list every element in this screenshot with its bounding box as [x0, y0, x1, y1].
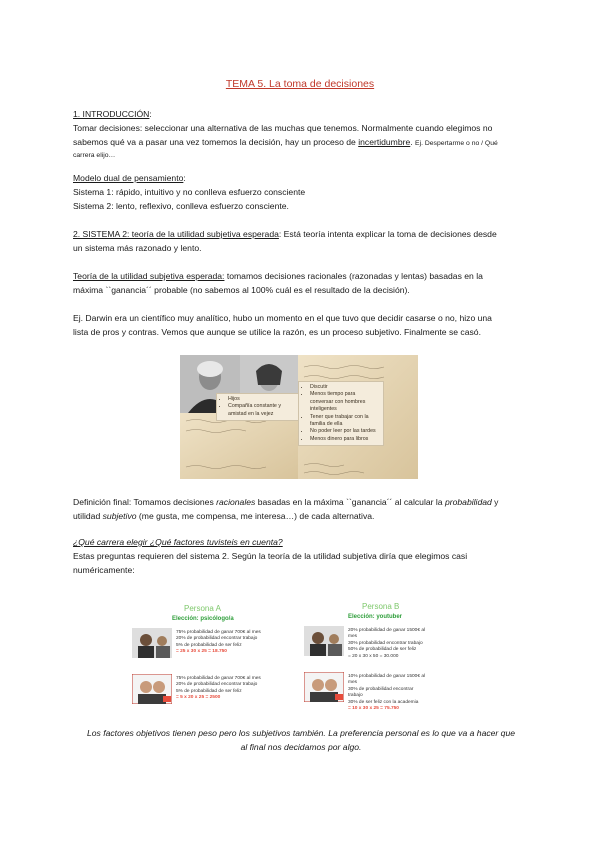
- cons-item: • Discutir: [310, 384, 380, 391]
- darwin-line-2: lista de pros y contras. Vemos que aunque se utilice la razón, es un proceso subjetivo. Finalmente se casó.: [73, 327, 481, 337]
- dual-sys2: Sistema 2: lento, reflexivo, conlleva esfuerzo consciente.: [73, 201, 289, 211]
- intro-heading-colon: :: [149, 109, 152, 119]
- calc-line: 20% de probabilidad encontrar trabajo: [176, 636, 258, 642]
- cons-list-box: [298, 381, 384, 446]
- intro-example: Ej. Despertarme o no / Qué: [415, 140, 498, 147]
- teoria-heading: Teoría de la utilidad subjetiva esperada:: [73, 271, 225, 281]
- pregunta-question: ¿Qué carrera elegir ¿Qué factores tuvisteis en cuenta?: [73, 537, 283, 547]
- persona-b-title: Persona B: [362, 602, 400, 611]
- teoria-line-2: máxima ``ganancia´´ probable (no sabemos al 100% cuál es el resultado de la decisión).: [73, 285, 410, 295]
- persona-a-photo-2: [132, 674, 172, 704]
- darwin-line-1: Ej. Darwin era un científico muy analítico, hubo un momento en el que tuvo que decidir casarse o no, hizo una: [73, 313, 492, 323]
- calc-line: 75% probabilidad de ganar 700€ al mes: [176, 676, 261, 681]
- calc-result: = 10 x 30 x 25 = 75.750: [348, 706, 399, 712]
- dual-heading-line: [73, 171, 186, 185]
- intro-line-2: [73, 135, 529, 151]
- definicion-line-2: [73, 509, 374, 523]
- cons-item: • No poder leer por las tardes: [310, 428, 380, 435]
- dual-heading-colon: :: [183, 173, 186, 183]
- sistema2-heading: 2. SISTEMA 2: teoría de la utilidad subjetiva esperada: [73, 229, 279, 239]
- calc-line: 20% de probabilidad encontrar trabajo: [176, 682, 258, 688]
- personas-figure: [128, 604, 428, 712]
- page-title: TEMA 5. La toma de decisiones: [225, 78, 375, 90]
- calc-result: = 25 x 30 x 25 = 18.750: [176, 649, 227, 655]
- teoria-line-1: [73, 269, 529, 283]
- intro-heading: 1. INTRODUCCIÓN: [73, 109, 150, 119]
- calc-result: = 5 x 20 x 25 = 2500: [176, 695, 221, 701]
- definicion-rest: (me gusta, me compensa, me interesa…) de cada alternativa.: [136, 511, 375, 521]
- persona-a-calc-1: [176, 630, 261, 656]
- calc-line: 30% de ser feliz con la academia: [348, 699, 419, 705]
- definicion-racionales: racionales: [216, 497, 256, 507]
- sistema2-line-1: [73, 227, 529, 241]
- definicion-a: Tomamos decisiones: [131, 497, 217, 507]
- calc-line: 75% probabilidad de ganar 700€ al mes: [176, 630, 261, 635]
- definicion-c: basadas en la máxima ``ganancia´´ al calcular la: [255, 497, 445, 507]
- calc-line: 5% de probabilidad de ser feliz: [176, 688, 242, 694]
- calc-line: 30% de probabilidad encontrar trabajo: [348, 686, 414, 699]
- intro-heading-line: [73, 107, 152, 121]
- definicion-e: y: [491, 497, 499, 507]
- sistema2-rest: : Está teoría intenta explicar la toma de decisiones desde: [278, 229, 497, 239]
- intro-line2-a: sabemos qué va a pasar una vez tomemos la decisión, hay un proceso de: [73, 137, 359, 147]
- pros-list-box: [216, 393, 300, 421]
- conclusion-line-1: Los factores objetivos tienen peso pero los subjetivos también. La preferencia personal es lo que va a hacer que: [86, 728, 516, 738]
- calc-result: = 20 x 30 x 50 = 30.000: [348, 653, 399, 659]
- definicion-label: Definición final:: [73, 497, 132, 507]
- intro-line2-keyword: incertidumbre: [358, 137, 411, 147]
- persona-b-photo-1: [304, 626, 344, 656]
- intro-line2-c: .: [410, 137, 416, 147]
- persona-a-calc-2: [176, 676, 261, 702]
- persona-b-choice: Elección: youtuber: [348, 614, 403, 620]
- definicion-probabilidad: probabilidad: [444, 497, 492, 507]
- dual-sys1: Sistema 1: rápido, intuitivo y no conlleva esfuerzo consciente: [73, 187, 306, 197]
- teoria-rest: tomamos decisiones racionales (razonadas y lentas) basadas en la: [224, 271, 483, 281]
- persona-b-photo-2: [304, 672, 344, 702]
- persona-b-calc-2: [348, 674, 428, 712]
- calc-line: 5% de probabilidad de ser feliz: [176, 642, 242, 648]
- definicion-utilidad: utilidad: [73, 511, 103, 521]
- intro-line-3: carrera elijo…: [73, 152, 116, 159]
- persona-b-calc-1: [348, 628, 428, 660]
- darwin-figure: [180, 355, 418, 479]
- conclusion-line-2: al final nos decidamos por algo.: [240, 742, 362, 752]
- calc-line: 10% probabilidad de ganar 1500€ al mes: [348, 674, 426, 686]
- pregunta-line-2: numéricamente:: [73, 565, 135, 575]
- definicion-line-1: [73, 495, 529, 509]
- calc-line: 30% probabilidad encontrar trabajo: [348, 640, 423, 646]
- cons-item: • Menos dinero para libros: [310, 436, 380, 443]
- pros-item: • Compañía constante y amistad en la vejez: [228, 403, 296, 418]
- persona-a-title: Persona A: [184, 604, 221, 613]
- sistema2-line-2: un sistema más razonado y lento.: [73, 243, 202, 253]
- dual-heading: Modelo dual de pensamiento: [73, 173, 184, 183]
- cons-item: • Tener que trabajar con la familia de ella: [310, 414, 380, 429]
- pregunta-line-1: Estas preguntas requieren del sistema 2. Según la teoría de la utilidad subjetiva diría que elegimos casi: [73, 551, 468, 561]
- calc-line: 50% de probabilidad de ser feliz: [348, 647, 417, 653]
- persona-a-choice: Elección: psicólogo/a: [172, 616, 234, 622]
- calc-line: 20% probabilidad de ganar 1500€ al mes: [348, 628, 426, 640]
- persona-a-photo-1: [132, 628, 172, 658]
- cons-item: • Menos tiempo para conversar con hombres inteligentes: [310, 391, 380, 413]
- intro-line-1: Tomar decisiones: seleccionar una alternativa de las muchas que tenemos. Normalmente cuando elegimos no: [73, 123, 493, 133]
- pros-item: • Hijos: [228, 396, 296, 403]
- definicion-subjetivo: subjetivo: [102, 511, 137, 521]
